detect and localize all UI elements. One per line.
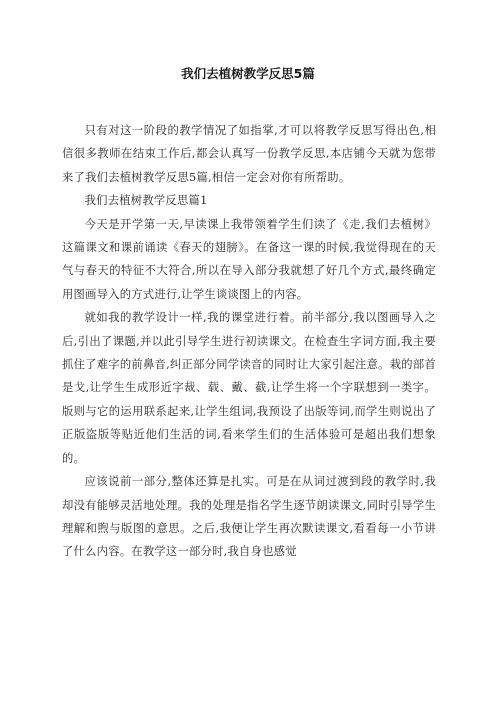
body-paragraph: 应该说前一部分,整体还算是扎实。可是在从词过渡到段的教学时,我却没有能够灵活地处理。我的处理是指名学生逐节朗读课文,同时引导学生理解和煦与版图的意思。之后,我便让学生再次默读课文,看看每一小节讲了什么内容。在教学这一部分时,我自身也感觉: [62, 475, 436, 559]
body-paragraph: 今天是开学第一天,早读课上我带领着学生们读了《走,我们去植树》这篇课文和课前诵读《春天的翅膀》。在备这一课的时候,我觉得现在的天气与春天的特征不大符合,所以在导入部分我就想了好几个方式,最终确定用图画导入的方式进行,让学生谈谈图上的内容。: [62, 217, 436, 301]
document-body: [62, 119, 436, 564]
intro-paragraph: 只有对这一阶段的教学情况了如指掌,才可以将教学反思写得出色,相信很多教师在结束工作后,都会认真写一份教学反思,本店铺今天就为您带来了我们去植树教学反思5篇,相信一定会对你有所帮助。: [62, 124, 436, 184]
section-heading: 我们去植树教学反思篇1: [84, 194, 208, 208]
document-title: 我们去植树教学反思5篇: [181, 66, 315, 81]
body-paragraph: 就如我的教学设计一样,我的课堂进行着。前半部分,我以图画导入之后,引出了课题,并以此引导学生进行初读课文。在检查生字词方面,我主要抓住了难字的前鼻音,纠正部分同学读音的同时让大家引起注意。栽的部首是戈,让学生生成形近字裁、载、戴、截,让学生将一个字联想到一类字。版则与它的运用联系起来,让学生组词,我预设了出版等词,而学生则说出了正版盗版等贴近他们生活的词,看来学生们的生活体验可是超出我们想象的。: [62, 311, 436, 465]
